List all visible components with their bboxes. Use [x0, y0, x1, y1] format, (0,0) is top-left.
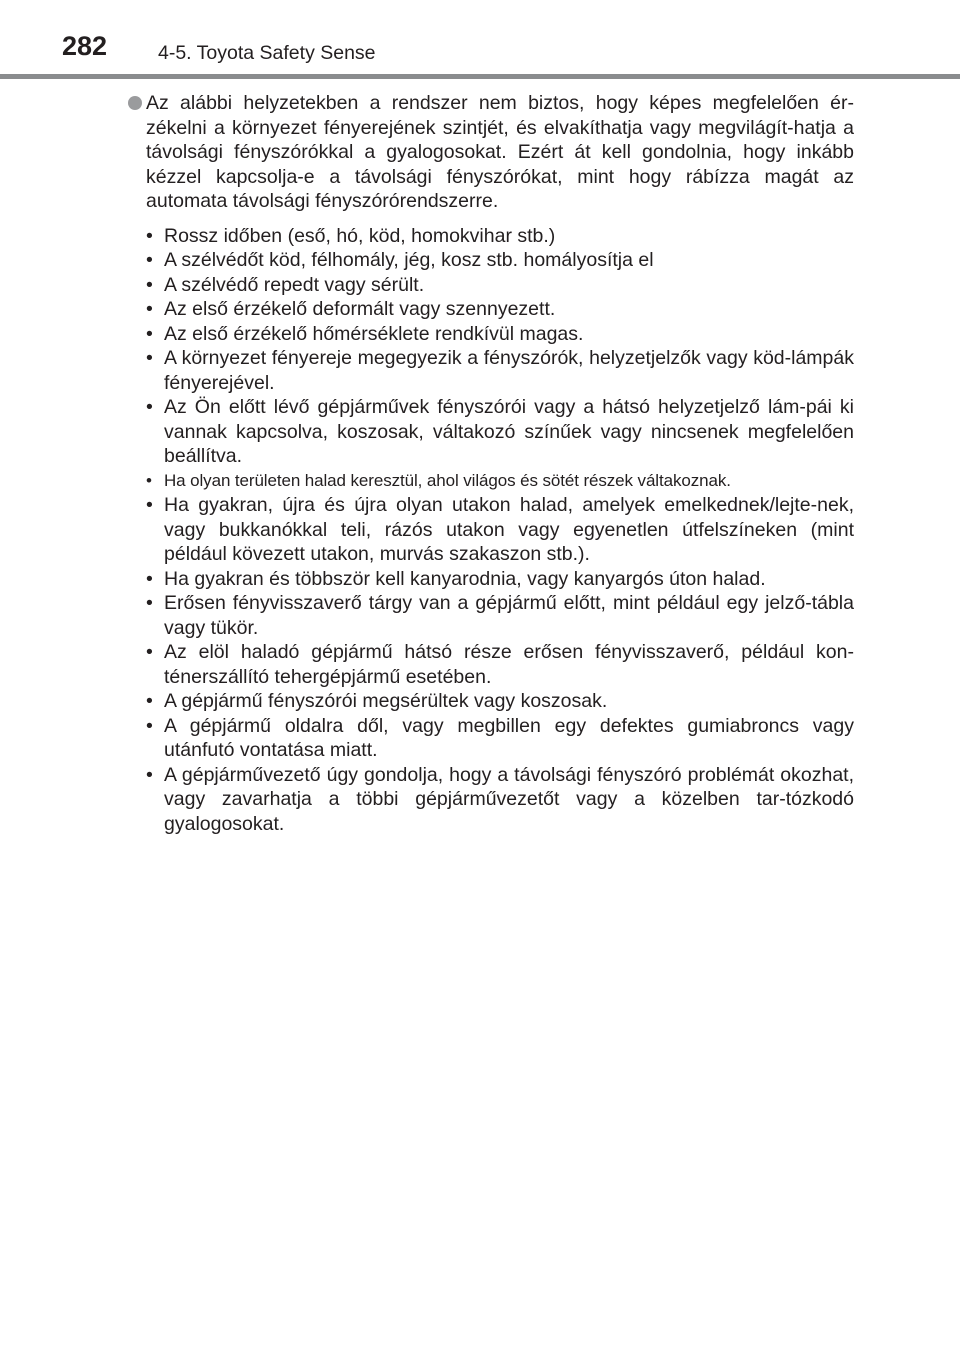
list-item-text: A szélvédő repedt vagy sérült. [164, 273, 425, 296]
list-item [146, 469, 854, 494]
bullet-icon: • [146, 494, 153, 516]
list-item [146, 297, 854, 322]
list-item-text: A szélvédőt köd, félhomály, jég, kosz stb. homályosítja el [164, 249, 654, 271]
list-item-text: Az első érzékelő hőmérséklete rendkívül magas. [164, 322, 584, 345]
list-item [146, 640, 854, 689]
list-item-text: Az elöl haladó gépjármű hátsó része erősen fényvisszaverő, például kon-ténerszállító tehergépjármű esetében. [164, 641, 854, 688]
bullet-icon: • [146, 763, 153, 786]
list-item [146, 395, 854, 469]
bullet-icon: • [146, 714, 153, 737]
section-title: 4-5. Toyota Safety Sense [158, 42, 376, 64]
list-item [146, 346, 854, 395]
intro-text: Az alábbi helyzetekben a rendszer nem biztos, hogy képes megfelelően ér-zékelni a környezet fényerejének szintjét, és elvakíthatja vagy megvilágít-hatja a távolsági fényszórókkal a gyalogosokat. Ezért át kell gondolnia, hogy inkább kézzel kapcsolja-e a távolsági fényszórókat, mint hogy rábízza magát az automata távolsági fényszórórendszerre. [146, 92, 854, 212]
page-number: 282 [62, 31, 108, 61]
list-item-text: A gépjárművezető úgy gondolja, hogy a távolsági fényszóró problémát okozhat, vagy zavarhatja a többi gépjárművezetőt vagy a közelben tar-tózkodó gyalogosokat. [164, 763, 854, 835]
list-item [146, 224, 854, 249]
list-item-text: A környezet fényereje megegyezik a fényszórók, helyzetjelzők vagy köd-lámpák fényerejével. [164, 347, 854, 394]
bullet-icon: • [146, 298, 153, 320]
list-item-text: Az Ön előtt lévő gépjárművek fényszórói vagy a hátsó helyzetjelző lám-pái ki vannak kapcsolva, koszosak, váltakozó színűek vagy nincsenek megfelelően beállítva. [164, 396, 854, 467]
list-item-text: Rossz időben (eső, hó, köd, homokvihar stb.) [164, 224, 556, 247]
bullet-icon: • [146, 347, 153, 369]
bullet-icon: • [146, 567, 153, 590]
bullet-icon: • [146, 273, 153, 296]
header-divider [0, 74, 960, 79]
list-item [146, 763, 854, 837]
list-item [146, 591, 854, 640]
list-item-text: Ha olyan területen halad keresztül, ahol világos és sötét részek váltakoznak. [164, 470, 731, 490]
bullet-icon: • [146, 641, 153, 663]
list-item-text: Erősen fényvisszaverő tárgy van a gépjármű előtt, mint például egy jelző-tábla vagy tükör. [164, 592, 854, 639]
list-item-text: Az első érzékelő deformált vagy szennyezett. [164, 298, 556, 320]
bullet-icon: • [146, 396, 153, 418]
list-item-text: Ha gyakran, újra és újra olyan utakon halad, amelyek emelkednek/lejte-nek, vagy bukkanókkal teli, rázós utakon vagy egyenetlen útfelszíneken (mint például kövezett utakon, murvás szakaszon stb.). [164, 494, 854, 565]
bullet-icon: • [146, 592, 153, 614]
bullet-icon: • [146, 249, 153, 271]
conditions-list [0, 224, 960, 837]
page-header [0, 0, 960, 80]
bullet-icon: • [146, 322, 153, 345]
list-item [146, 273, 854, 298]
list-item [146, 567, 854, 592]
bullet-icon: • [146, 224, 153, 247]
list-item [146, 714, 854, 763]
page-content [0, 91, 960, 836]
list-item-text: A gépjármű fényszórói megsérültek vagy koszosak. [164, 690, 608, 712]
list-item [146, 248, 854, 273]
bullet-icon: • [146, 690, 153, 712]
list-item-text: Ha gyakran és többször kell kanyarodnia, vagy kanyargós úton halad. [164, 567, 766, 590]
bullet-icon: • [146, 470, 152, 490]
list-item [146, 493, 854, 567]
list-item [146, 322, 854, 347]
circle-bullet-icon [128, 96, 142, 110]
list-item [146, 689, 854, 714]
list-item-text: A gépjármű oldalra dől, vagy megbillen egy defektes gumiabroncs vagy utánfutó vontatása miatt. [164, 714, 854, 761]
intro-paragraph [146, 91, 854, 214]
